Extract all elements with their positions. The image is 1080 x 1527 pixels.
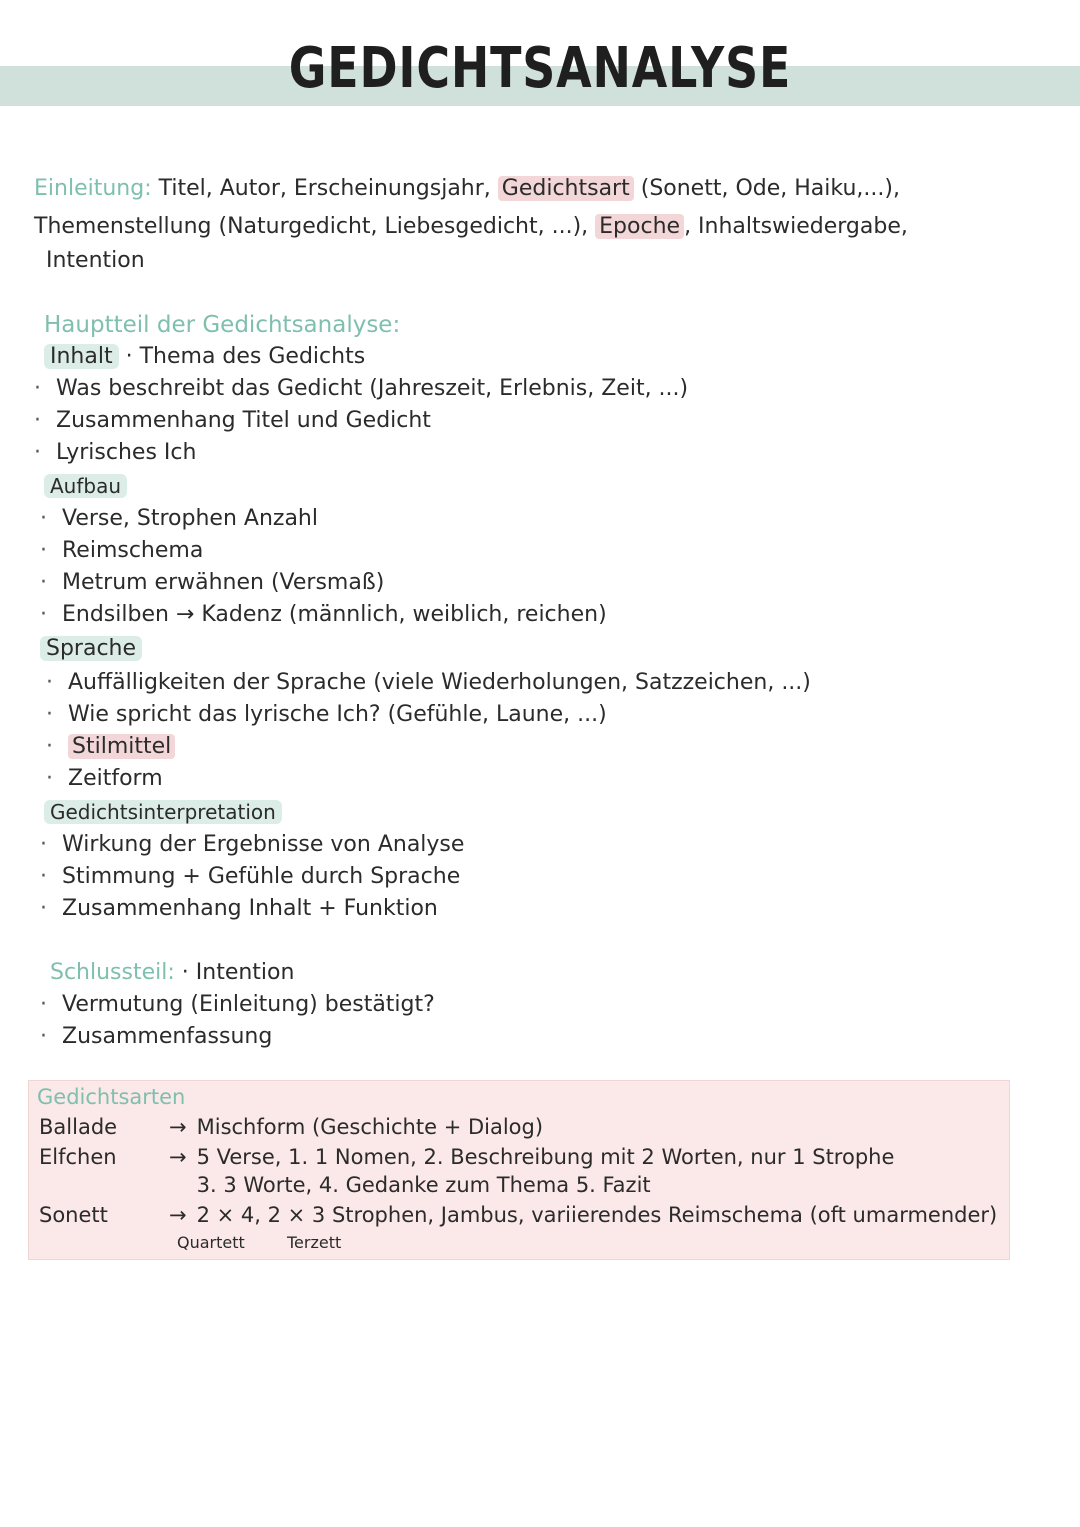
schlussteil-intention: · Intention	[181, 960, 295, 985]
einleitung-text-1: Titel, Autor, Erscheinungsjahr,	[158, 176, 491, 201]
list-item: · Wie spricht das lyrische Ich? (Gefühle, Laune, ...)	[46, 702, 607, 727]
gedichtsart-row: 3. 3 Worte, 4. Gedanke zum Thema 5. Fazit	[196, 1173, 651, 1197]
epoche-highlight: Epoche	[595, 214, 684, 239]
list-item: · Metrum erwähnen (Versmaß)	[40, 570, 385, 595]
einleitung-line-2	[34, 214, 908, 239]
sonett-note-terzett: Terzett	[287, 1233, 342, 1252]
gedichtsart-highlight: Gedichtsart	[498, 176, 634, 201]
list-item: · Stilmittel	[46, 734, 175, 759]
list-item: · Zeitform	[46, 766, 163, 791]
gedichtsart-row: Elfchen → 5 Verse, 1. 1 Nomen, 2. Beschreibung mit 2 Worten, nur 1 Strophe	[39, 1145, 895, 1169]
einleitung-label: Einleitung:	[34, 176, 152, 201]
inhalt-row	[44, 344, 365, 369]
list-item: · Zusammenfassung	[40, 1024, 273, 1049]
list-item: · Was beschreibt das Gedicht (Jahreszeit, Erlebnis, Zeit, ...)	[34, 376, 689, 401]
page-title: GEDICHTSANALYSE	[288, 36, 792, 101]
einleitung-text-2: Themenstellung (Naturgedicht, Liebesgedicht, ...),	[34, 214, 589, 239]
list-item: · Zusammenhang Titel und Gedicht	[34, 408, 431, 433]
list-item: · Endsilben → Kadenz (männlich, weiblich, reichen)	[40, 602, 607, 627]
list-item: · Verse, Strophen Anzahl	[40, 506, 318, 531]
einleitung-text-2b: , Inhaltswiedergabe,	[684, 214, 908, 239]
gedichtsarten-box	[28, 1080, 1010, 1260]
sprache-label: Sprache	[40, 636, 142, 661]
inhalt-label: Inhalt	[44, 344, 119, 369]
interpretation-label: Gedichtsinterpretation	[44, 800, 282, 824]
schlussteil-row	[50, 960, 294, 985]
gedichtsarten-heading: Gedichtsarten	[37, 1085, 186, 1109]
list-item: · Reimschema	[40, 538, 204, 563]
hauptteil-heading: Hauptteil der Gedichtsanalyse:	[44, 312, 401, 338]
sonett-note-quartett: Quartett	[177, 1233, 245, 1252]
schlussteil-label: Schlussteil:	[50, 960, 175, 985]
einleitung-line-1	[34, 176, 900, 201]
inhalt-thema: · Thema des Gedichts	[125, 344, 366, 369]
gedichtsart-row: Ballade → Mischform (Geschichte + Dialog)	[39, 1115, 544, 1139]
gedichtsart-row: Sonett → 2 × 4, 2 × 3 Strophen, Jambus, variierendes Reimschema (oft umarmender)	[39, 1203, 998, 1227]
list-item: · Zusammenhang Inhalt + Funktion	[40, 896, 438, 921]
list-item: · Vermutung (Einleitung) bestätigt?	[40, 992, 435, 1017]
list-item: · Wirkung der Ergebnisse von Analyse	[40, 832, 465, 857]
einleitung-line-3: Intention	[46, 248, 145, 273]
list-item: · Stimmung + Gefühle durch Sprache	[40, 864, 461, 889]
list-item: · Lyrisches Ich	[34, 440, 197, 465]
list-item: · Auffälligkeiten der Sprache (viele Wiederholungen, Satzzeichen, ...)	[46, 670, 811, 695]
einleitung-text-1b: (Sonett, Ode, Haiku,...),	[640, 176, 900, 201]
aufbau-label: Aufbau	[44, 474, 127, 498]
